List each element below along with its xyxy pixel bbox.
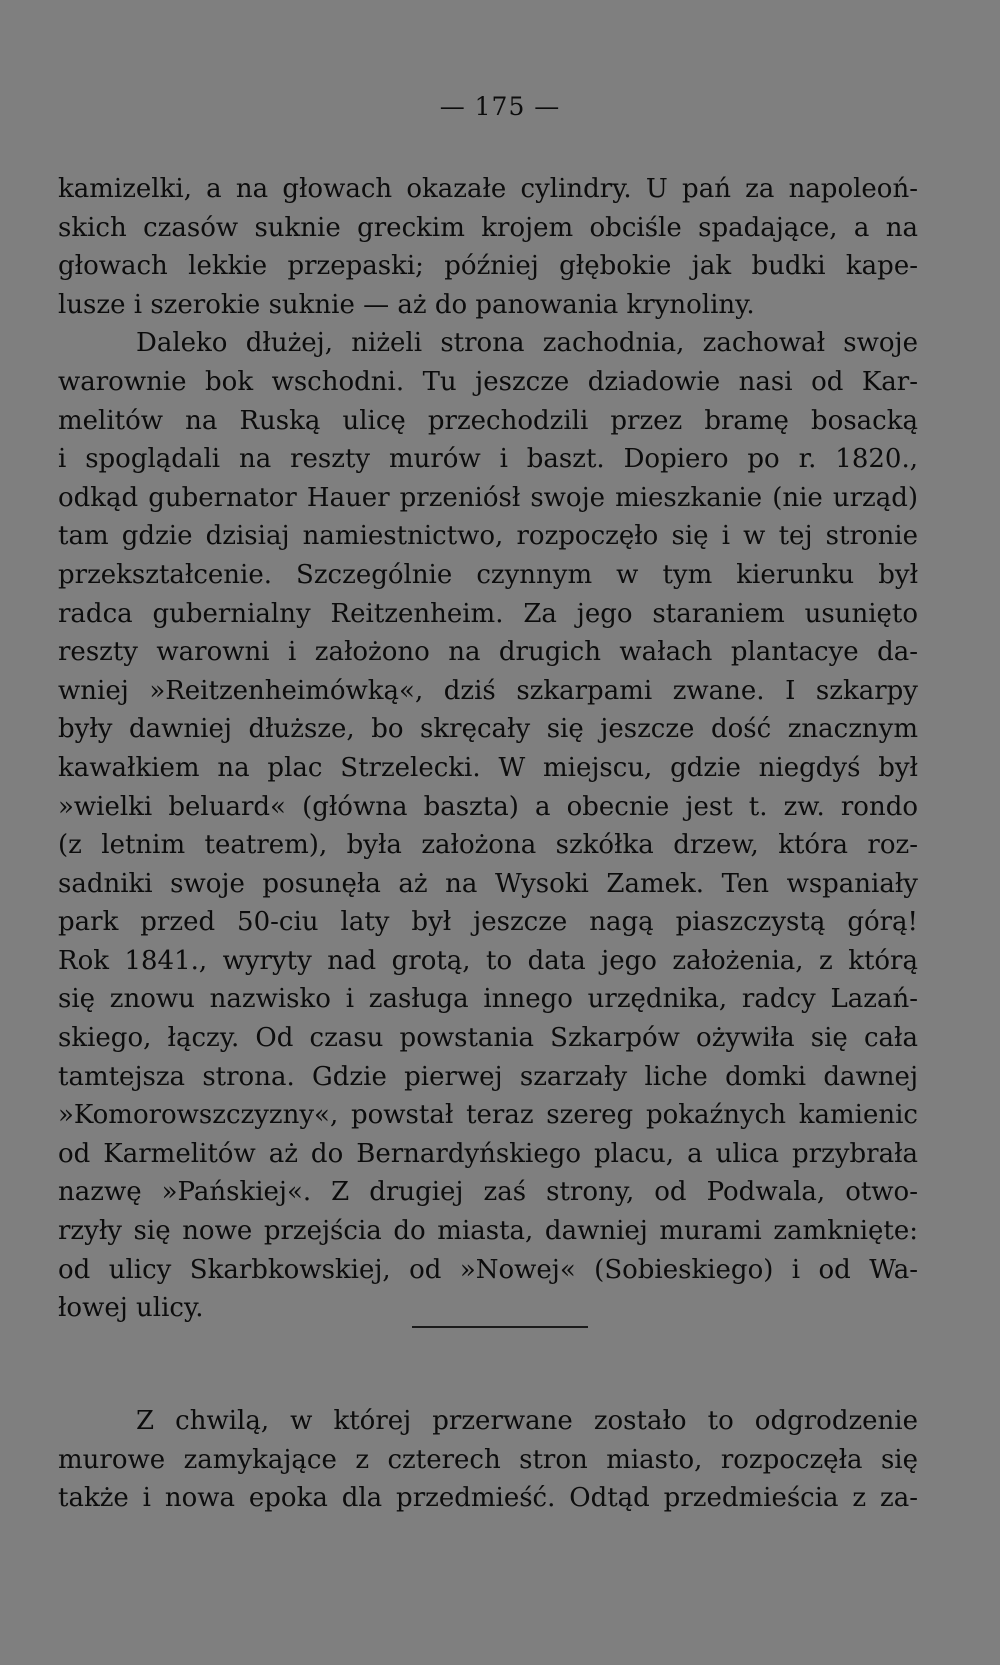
text-line: od Karmelitów aż do Bernardyńskiego placu, a ulica przybrała: [58, 1138, 918, 1169]
paragraph-1: [58, 170, 918, 1328]
text-line: park przed 50-ciu laty był jeszcze nagą piaszczystą górą!: [58, 907, 918, 938]
text-line: przekształcenie. Szczególnie czynnym w tym kierunku był: [58, 559, 918, 590]
text-line: melitów na Ruską ulicę przechodzili przez bramę bosacką: [58, 405, 918, 436]
text-line: radca gubernialny Reitzenheim. Za jego staraniem usunięto: [58, 598, 918, 629]
text-line: wniej »Reitzenheimówką«, dziś szkarpami zwane. I szkarpy: [58, 675, 918, 706]
text-line: »wielki beluard« (główna baszta) a obecnie jest t. zw. rondo: [58, 791, 918, 822]
page-number: — 175 —: [439, 92, 561, 121]
text-line: się znowu nazwisko i zasługa innego urzędnika, radcy Lazań-: [58, 984, 918, 1015]
text-line: głowach lekkie przepaski; później głębokie jak budki kape-: [58, 251, 918, 282]
text-line: nazwę »Pańskiej«. Z drugiej zaś strony, od Podwala, otwo-: [58, 1177, 918, 1208]
text-line: Rok 1841., wyryty nad grotą, to data jego założenia, z którą: [58, 945, 918, 976]
text-line: skich czasów suknie greckim krojem obciśle spadające, a na: [58, 212, 918, 243]
text-line: skiego, łączy. Od czasu powstania Szkarpów ożywiła się cała: [58, 1023, 918, 1054]
paragraph-2: [58, 1402, 918, 1518]
text-line: odkąd gubernator Hauer przeniósł swoje mieszkanie (nie urząd): [58, 482, 918, 513]
text-line: rzyły się nowe przejścia do miasta, dawniej murami zamknięte:: [58, 1216, 918, 1247]
text-line: także i nowa epoka dla przedmieść. Odtąd przedmieścia z za-: [58, 1483, 918, 1514]
text-line: Z chwilą, w której przerwane zostało to odgrodzenie: [136, 1406, 918, 1436]
section-separator-rule: [412, 1326, 588, 1328]
text-line: reszty warowni i założono na drugich wałach plantacye da-: [58, 637, 918, 668]
text-line: i spoglądali na reszty murów i baszt. Dopiero po r. 1820.,: [58, 444, 918, 475]
text-line: kamizelki, a na głowach okazałe cylindry. U pań za napoleoń-: [58, 174, 918, 204]
text-line: sadniki swoje posunęła aż na Wysoki Zamek. Ten wspaniały: [58, 868, 918, 899]
text-line: łowej ulicy.: [58, 1293, 204, 1324]
text-line: warownie bok wschodni. Tu jeszcze dziadowie nasi od Kar-: [58, 366, 918, 397]
text-line: Daleko dłużej, niżeli strona zachodnia, zachował swoje: [136, 328, 918, 359]
text-line: lusze i szerokie suknie — aż do panowania krynoliny.: [58, 289, 755, 320]
text-line: tamtejsza strona. Gdzie pierwej szarzały liche domki dawnej: [58, 1061, 918, 1092]
text-line: murowe zamykające z czterech stron miasto, rozpoczęła się: [58, 1444, 918, 1475]
text-line: od ulicy Skarbkowskiej, od »Nowej« (Sobieskiego) i od Wa-: [58, 1254, 918, 1285]
text-line: (z letnim teatrem), była założona szkółka drzew, która roz-: [58, 830, 918, 861]
text-line: tam gdzie dzisiaj namiestnictwo, rozpoczęło się i w tej stronie: [58, 521, 918, 552]
text-line: kawałkiem na plac Strzelecki. W miejscu, gdzie niegdyś był: [58, 752, 918, 783]
text-line: były dawniej dłuższe, bo skręcały się jeszcze dość znacznym: [58, 714, 918, 745]
text-line: »Komorowszczyzny«, powstał teraz szereg pokaźnych kamienic: [58, 1100, 918, 1131]
